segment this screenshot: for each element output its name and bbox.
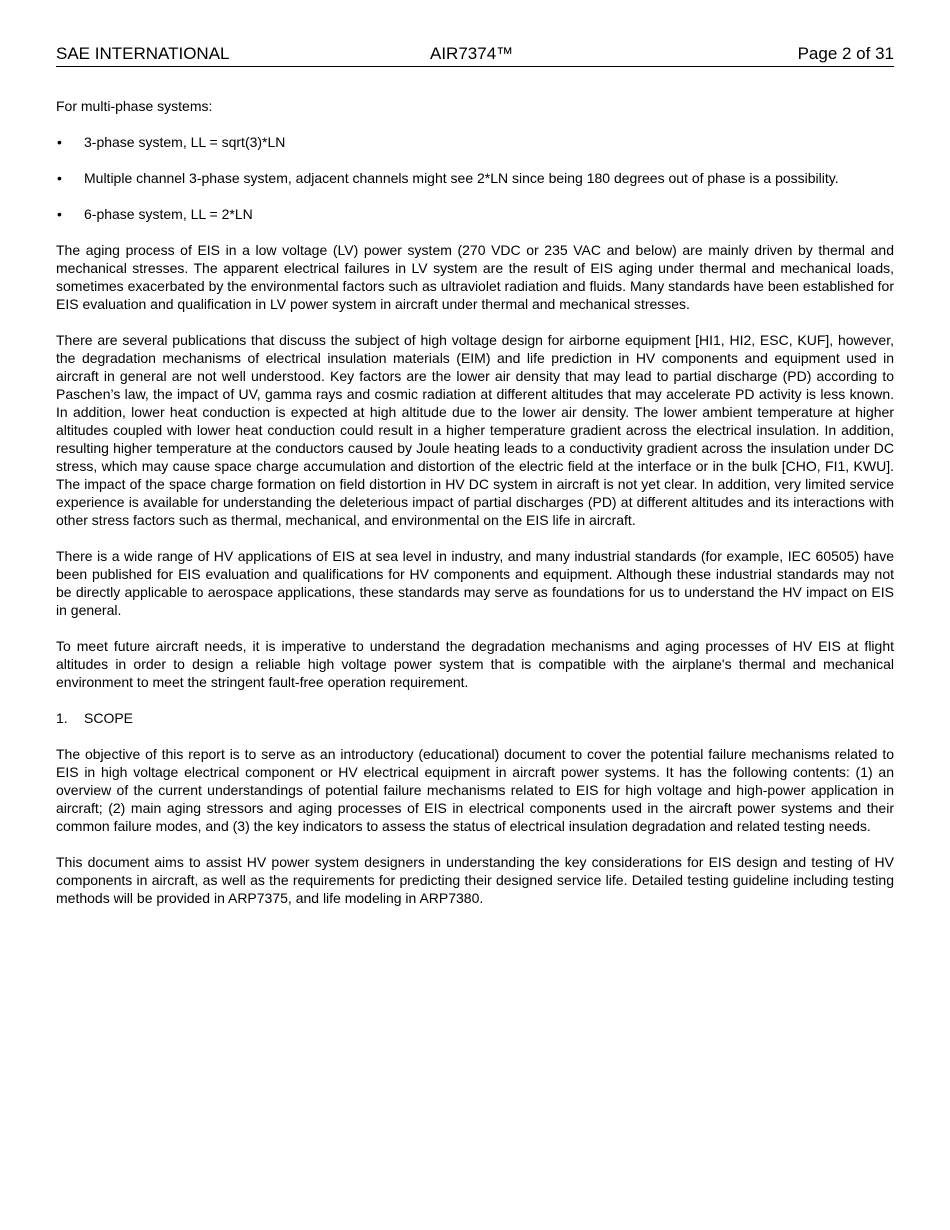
document-page — [56, 44, 894, 67]
phase-system-list — [56, 133, 894, 223]
section-title: SCOPE — [84, 710, 134, 726]
section-heading-scope — [56, 709, 894, 727]
paragraph-lv-aging: The aging process of EIS in a low voltage (LV) power system (270 VDC or 235 VAC and below) are mainly driven by thermal and mechanical stresses. The apparent electrical failures in LV system are the result of EIS aging under thermal and mechanical loads, sometimes exacerbated by the environmental factors such as ultraviolet radiation and fluids. Many standards have been established for EIS evaluation and qualification in LV power system in aircraft under thermal and mechanical stresses. — [56, 242, 894, 312]
list-item — [56, 169, 894, 187]
list-item — [56, 205, 894, 223]
list-item — [56, 133, 894, 151]
list-item-text: 3-phase system, LL = sqrt(3)*LN — [84, 134, 286, 150]
header-document-number: AIR7374™ — [430, 44, 514, 63]
paragraph-future-needs: To meet future aircraft needs, it is imperative to understand the degradation mechanisms and aging processes of HV EIS at flight altitudes in order to design a reliable high voltage power system that is compatible with the airplane's thermal and mechanical environment to meet the stringent fault-free operation requirement. — [56, 638, 894, 690]
paragraph-hv-degradation: There are several publications that discuss the subject of high voltage design for airborne equipment [HI1, HI2, ESC, KUF], however, the degradation mechanisms of electrical insulation materials (EIM) and life prediction in HV components and equipment used in aircraft in general are not well understood. Key factors are the lower air density that may lead to partial discharge (PD) according to Paschen’s law, the impact of UV, gamma rays and cosmic radiation at different altitudes that may accelerate PD activity is less known. In addition, lower heat conduction is expected at high altitude due to the lower air density. The lower ambient temperature at higher altitudes coupled with lower heat conduction could result in a higher temperature gradient across the electrical insulation. In addition, resulting higher temperature at the conductors caused by Joule heating leads to a conductivity gradient across the insulation under DC stress, which may cause space charge accumulation and distortion of the electric field at the interface or in the bulk [CHO, FI1, KWU]. The impact of the space charge formation on field distortion in HV DC system in aircraft is not yet clear. In addition, very limited service experience is available for understanding the deleterious impact of partial discharges (PD) at different altitudes and its interactions with other stress factors such as thermal, mechanical, and environmental on the EIS life in aircraft. — [56, 332, 894, 528]
intro-text: For multi-phase systems: — [56, 98, 213, 114]
section-number: 1. — [56, 710, 68, 726]
paragraph-industry-standards: There is a wide range of HV applications of EIS at sea level in industry, and many industrial standards (for example, IEC 60505) have been published for EIS evaluation and qualifications for HV components and equipment. Although these industrial standards may not be directly applicable to aerospace applications, these standards may serve as foundations for us to understand the HV impact on EIS in general. — [56, 548, 894, 618]
paragraph-scope-aim: This document aims to assist HV power system designers in understanding the key considerations for EIS design and testing of HV components in aircraft, as well as the requirements for predicting their designed service life. Detailed testing guideline including testing methods will be provided in ARP7375, and life modeling in ARP7380. — [56, 854, 894, 906]
document-body — [56, 97, 894, 925]
bullet-icon: • — [57, 170, 62, 186]
list-item-text: 6-phase system, LL = 2*LN — [84, 206, 253, 222]
bullet-icon: • — [57, 134, 62, 150]
paragraph-scope-objective: The objective of this report is to serve as an introductory (educational) document to cover the potential failure mechanisms related to EIS in high voltage electrical component or HV electrical equipment in aircraft power systems. It has the following contents: (1) an overview of the current understandings of potential failure mechanisms related to EIS for high voltage and high-power application in aircraft; (2) main aging stressors and aging processes of EIS in electrical components used in the aircraft power systems and their common failure modes, and (3) the key indicators to assess the status of electrical insulation degradation and related testing needs. — [56, 746, 894, 834]
page-header — [56, 44, 894, 67]
list-item-text: Multiple channel 3-phase system, adjacent channels might see 2*LN since being 180 degrees out of phase is a possibility. — [84, 170, 839, 186]
header-organization: SAE INTERNATIONAL — [56, 44, 230, 63]
header-page-number: Page 2 of 31 — [797, 44, 894, 63]
bullet-icon: • — [57, 206, 62, 222]
